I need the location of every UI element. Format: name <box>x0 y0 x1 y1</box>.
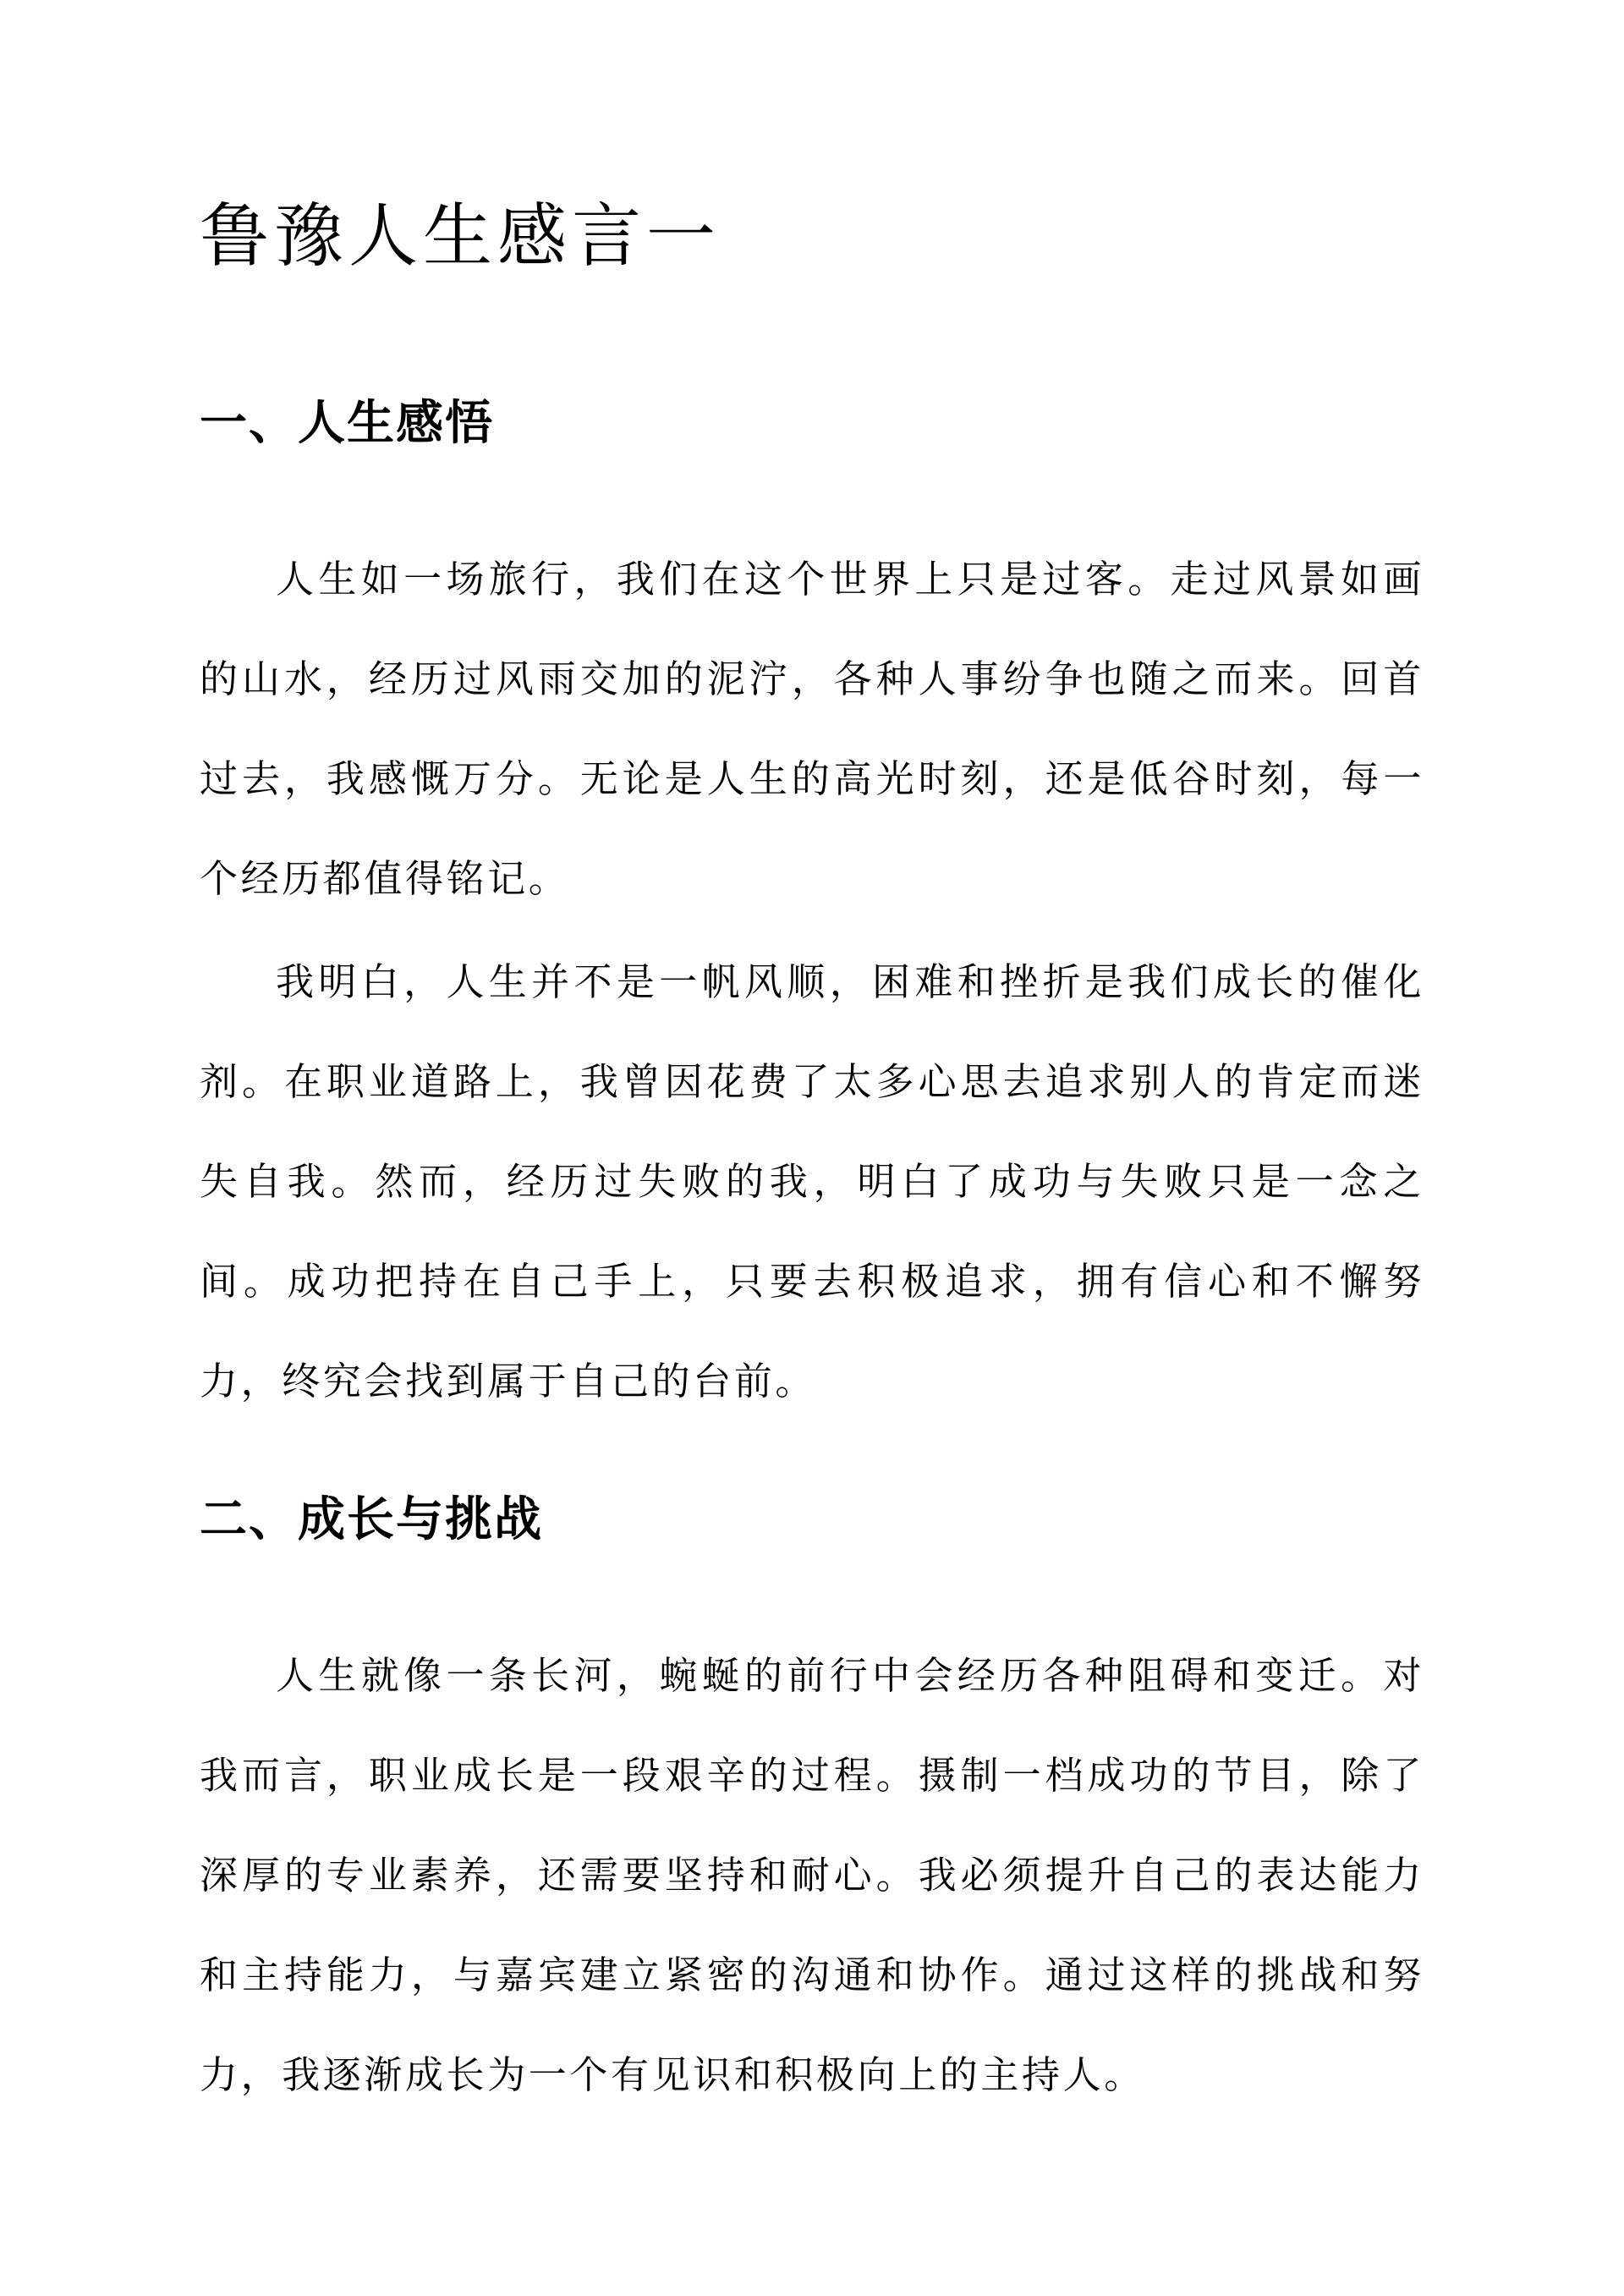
paragraph-career-growth: 人生就像一条长河，蜿蜒的前行中会经历各种阻碍和变迁。对我而言，职业成长是一段艰辛的过程。摄制一档成功的节目，除了深厚的专业素养，还需要坚持和耐心。我必须提升自己的表达能力和主持能力，与嘉宾建立紧密的沟通和协作。通过这样的挑战和努力，我逐渐成长为一个有见识和积极向上的主持人。 <box>200 1653 1424 2097</box>
section-heading-growth-challenges: 二、成长与挑战 <box>200 1491 543 1547</box>
paragraph-setbacks-growth: 我明白，人生并不是一帆风顺，困难和挫折是我们成长的催化剂。在职业道路上，我曾因花费了太多心思去追求别人的肯定而迷失自我。然而，经历过失败的我，明白了成功与失败只是一念之间。成功把持在自己手上，只要去积极追求，拥有信心和不懈努力，终究会找到属于自己的台前。 <box>200 959 1424 1403</box>
document-body <box>200 195 1424 2125</box>
paragraph-life-journey: 人生如一场旅行，我们在这个世界上只是过客。走过风景如画的山水，经历过风雨交加的泥泞，各种人事纷争也随之而来。回首过去，我感慨万分。无论是人生的高光时刻，还是低谷时刻，每一个经历都值得铭记。 <box>200 557 1424 901</box>
document-title: 鲁豫人生感言一 <box>200 196 721 277</box>
section-heading-life-insights: 一、人生感悟 <box>200 395 494 451</box>
